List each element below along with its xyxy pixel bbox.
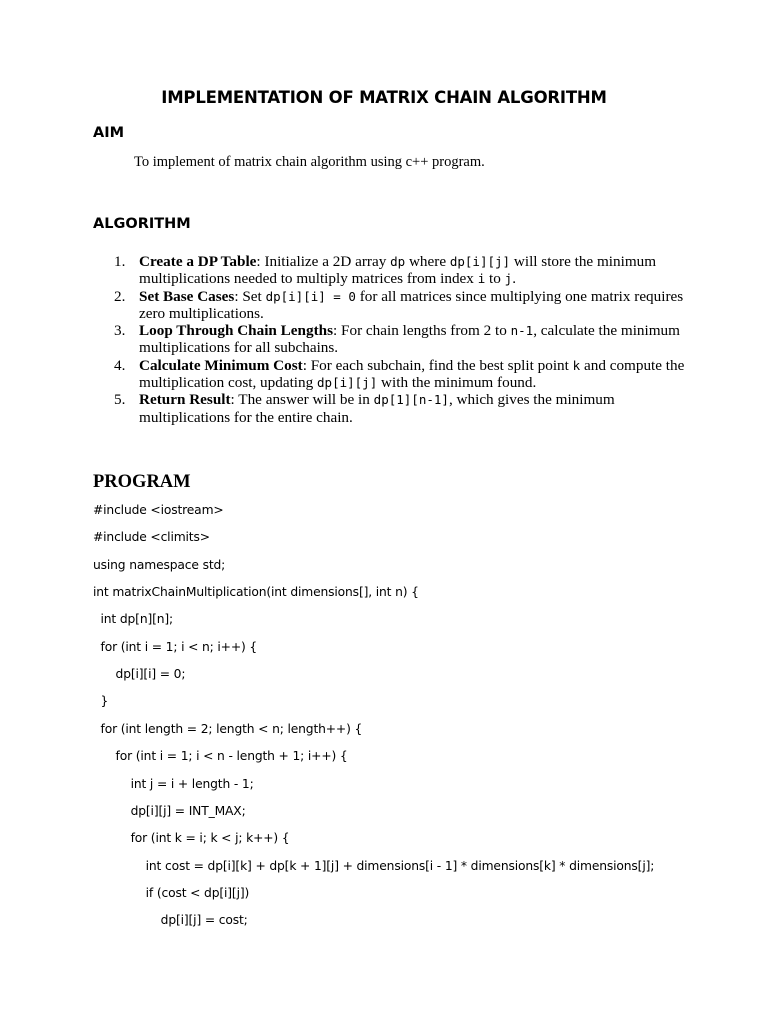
algorithm-step-4	[114, 357, 694, 392]
step-number: 4.	[114, 356, 126, 374]
code-line: dp[i][i] = 0;	[93, 667, 186, 681]
algorithm-step-1	[114, 253, 694, 288]
code-line: for (int k = i; k < j; k++) {	[93, 831, 290, 845]
algorithm-list	[114, 253, 694, 426]
algorithm-step-3	[114, 322, 694, 357]
code-line: if (cost < dp[i][j])	[93, 886, 250, 900]
program-heading: PROGRAM	[93, 472, 191, 492]
code-line: int cost = dp[i][k] + dp[k + 1][j] + dimensions[i - 1] * dimensions[k] * dimensions[j];	[93, 859, 655, 873]
step-code: dp	[390, 254, 406, 269]
step-code: dp[i][j]	[449, 254, 511, 269]
step-code: dp[1][n-1]	[373, 392, 449, 408]
step-number: 3.	[114, 322, 126, 340]
code-line: int dp[n][n];	[93, 612, 174, 626]
step-text: .	[512, 270, 516, 288]
code-line: for (int i = 1; i < n - length + 1; i++) {	[93, 749, 348, 763]
step-number: 2.	[114, 287, 126, 305]
code-line: for (int length = 2; length < n; length++) {	[93, 722, 363, 736]
algorithm-step-5	[114, 391, 694, 426]
algorithm-heading: ALGORITHM	[93, 216, 191, 232]
step-code: n-1	[510, 323, 534, 339]
step-text: : The answer will be in	[230, 391, 374, 409]
step-code: i	[477, 271, 486, 287]
code-line: #include <iostream>	[93, 503, 224, 517]
step-text: , which gives the minimum multiplications for the entire chain.	[139, 391, 615, 426]
step-text: with the minimum found.	[377, 374, 537, 392]
step-text: to	[485, 270, 505, 288]
step-title: Loop Through Chain Lengths	[139, 322, 334, 340]
step-title: Calculate Minimum Cost	[139, 356, 303, 374]
step-number: 1.	[114, 253, 126, 270]
step-title: Set Base Cases	[139, 287, 235, 305]
step-code: j	[504, 271, 513, 287]
code-line: dp[i][j] = INT_MAX;	[93, 804, 246, 818]
step-number: 5.	[114, 391, 126, 409]
code-line: int j = i + length - 1;	[93, 777, 254, 791]
algorithm-step-2	[114, 288, 694, 323]
step-text: : For chain lengths from 2 to	[333, 322, 511, 340]
code-line: using namespace std;	[93, 558, 226, 572]
step-text: will store the minimum multiplications needed to multiply matrices from index	[139, 253, 657, 288]
code-line: }	[93, 694, 109, 708]
code-line: dp[i][j] = cost;	[93, 913, 248, 927]
document-title: IMPLEMENTATION OF MATRIX CHAIN ALGORITHM	[161, 88, 607, 107]
step-text: where	[405, 253, 450, 270]
step-text: : Initialize a 2D array	[256, 253, 391, 270]
step-code: k	[572, 357, 581, 373]
step-code: dp[i][i] = 0	[265, 288, 356, 304]
step-title: Create a DP Table	[139, 253, 257, 270]
step-text: , calculate the minimum multiplications for all subchains.	[139, 322, 680, 357]
step-title: Return Result	[139, 391, 231, 409]
code-line: for (int i = 1; i < n; i++) {	[93, 640, 258, 654]
step-text: : For each subchain, find the best split point	[302, 356, 573, 374]
step-code: dp[i][j]	[317, 375, 378, 391]
code-line: #include <climits>	[93, 530, 210, 544]
step-text: : Set	[234, 287, 266, 305]
code-line: int matrixChainMultiplication(int dimensions[], int n) {	[93, 585, 419, 599]
step-text: for all matrices since multiplying one matrix requires zero multiplications.	[139, 287, 684, 322]
aim-text: To implement of matrix chain algorithm using c++ program.	[134, 154, 485, 170]
aim-heading: AIM	[93, 125, 125, 141]
step-text: and compute the multiplication cost, updating	[139, 356, 685, 392]
